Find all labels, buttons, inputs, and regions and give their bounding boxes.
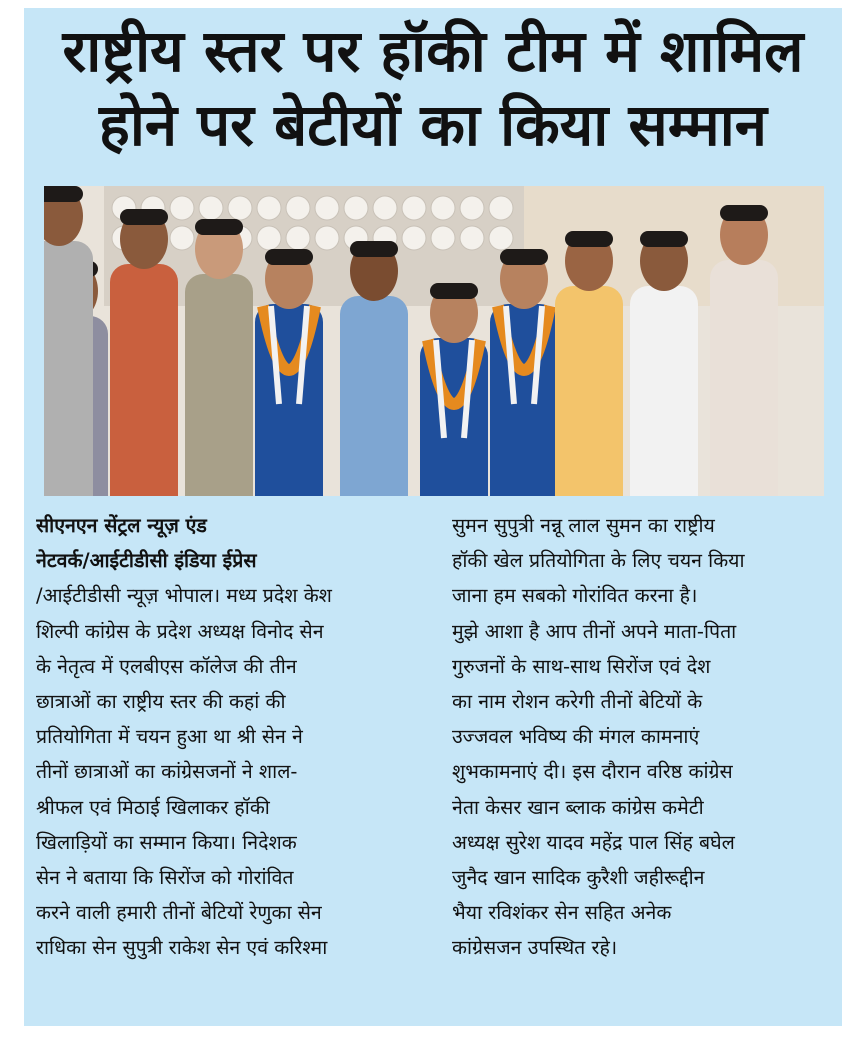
article-line: सुमन सुपुत्री नन्नू लाल सुमन का राष्ट्रीय	[452, 514, 715, 537]
article-line: तीनों छात्राओं का कांग्रेसजनों ने शाल-	[36, 760, 298, 784]
headline	[24, 17, 842, 166]
person-body	[185, 274, 253, 496]
article-line: अध्यक्ष सुरेश यादव महेंद्र पाल सिंह बघेल	[452, 830, 735, 854]
article-line: नेता केसर खान ब्लाक कांग्रेस कमेटी	[452, 795, 704, 819]
plate	[431, 226, 455, 250]
plate	[315, 196, 339, 220]
article-column-2	[452, 508, 832, 965]
plate	[257, 196, 281, 220]
person-hair	[500, 249, 548, 265]
article-line: प्रतियोगिता में चयन हुआ था श्री सेन ने	[36, 725, 303, 749]
article-column-1	[36, 508, 416, 965]
article-line: शिल्पी कांग्रेस के प्रदेश अध्यक्ष विनोद सेन	[36, 619, 324, 643]
plate	[315, 226, 339, 250]
article-line: का नाम रोशन करेगी तीनों बेटियों के	[452, 689, 703, 713]
article-line: उज्जवल भविष्य की मंगल कामनाएं	[452, 725, 700, 749]
article-line: जुनैद खान सादिक कुरैशी जहीरूद्दीन	[452, 865, 705, 889]
person-hair	[120, 209, 168, 225]
article-line: शुभकामनाएं दी। इस दौरान वरिष्ठ कांग्रेस	[452, 760, 733, 784]
article-line: /आईटीडीसी न्यूज़ भोपाल। मध्य प्रदेश केश	[36, 584, 332, 608]
person-hair	[350, 241, 398, 257]
article-line: गुरुजनों के साथ-साथ सिरोंज एवं देश	[452, 654, 711, 678]
plate	[489, 196, 513, 220]
person-hair	[430, 283, 478, 299]
person-hair	[640, 231, 688, 247]
plate	[402, 196, 426, 220]
article-line: सीएनएन सेंट्रल न्यूज़ एंड	[36, 514, 207, 537]
article-line: छात्राओं का राष्ट्रीय स्तर की कहां की	[36, 689, 286, 713]
article-line: श्रीफल एवं मिठाई खिलाकर हॉकी	[36, 795, 270, 819]
person-body	[340, 296, 408, 496]
plate	[460, 226, 484, 250]
plate	[489, 226, 513, 250]
plate	[402, 226, 426, 250]
person-hair	[195, 219, 243, 235]
person-body	[710, 260, 778, 496]
person-hair	[565, 231, 613, 247]
plate	[286, 196, 310, 220]
article-line: के नेतृत्व में एलबीएस कॉलेज की तीन	[36, 654, 297, 678]
news-clipping	[24, 8, 842, 1026]
plate	[199, 196, 223, 220]
article-line: हॉकी खेल प्रतियोगिता के लिए चयन किया	[452, 549, 745, 573]
person-body	[44, 241, 93, 496]
article-line: मुझे आशा है आप तीनों अपने माता-पिता	[452, 619, 737, 643]
plate	[286, 226, 310, 250]
person-body	[555, 286, 623, 496]
plate	[228, 196, 252, 220]
person-hair	[720, 205, 768, 221]
person-hair	[265, 249, 313, 265]
headline-line-1: राष्ट्रीय स्तर पर हॉकी टीम में शामिल	[62, 17, 804, 85]
article-line: नेटवर्क/आईटीडीसी इंडिया ईप्रेस	[36, 549, 257, 573]
article-line: सेन ने बताया कि सिरोंज को गोरांवित	[36, 865, 294, 889]
plate	[460, 196, 484, 220]
plate	[431, 196, 455, 220]
plate	[344, 196, 368, 220]
plate	[257, 226, 281, 250]
article-line: राधिका सेन सुपुत्री राकेश सेन एवं करिश्मा	[36, 936, 328, 960]
plate	[170, 196, 194, 220]
plate	[373, 196, 397, 220]
headline-line-2: होने पर बेटीयों का किया सम्मान	[99, 91, 767, 159]
group-photo	[44, 186, 824, 496]
article-line: जाना हम सबको गोरांवित करना है।	[452, 584, 698, 608]
person-body	[110, 264, 178, 496]
article-line: भैया रविशंकर सेन सहित अनेक	[452, 901, 672, 925]
article-line: करने वाली हमारी तीनों बेटियों रेणुका सेन	[36, 901, 322, 925]
person-body	[630, 286, 698, 496]
person-hair	[44, 186, 83, 202]
group-photo-illustration	[44, 186, 824, 496]
article-line: कांग्रेसजन उपस्थित रहे।	[452, 936, 618, 960]
article-line: खिलाड़ियों का सम्मान किया। निदेशक	[36, 830, 297, 854]
plate	[170, 226, 194, 250]
